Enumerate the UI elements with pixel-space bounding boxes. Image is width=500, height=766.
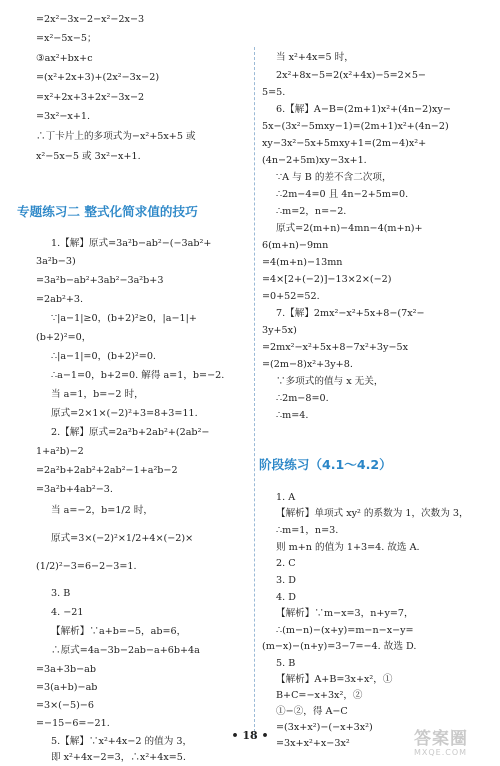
text-line: =2mx²−x²+5x+8−7x²+3y−5x [262,342,409,353]
text-line: 3. B [51,588,71,599]
text-line: xy−3x²−5x+5mxy+1=(2m−4)x²+ [262,138,427,149]
watermark-text: 答案圈 [414,729,468,749]
text-line: ∴m=4. [276,410,309,421]
text-line: ∴m=1，n=3. [276,525,339,536]
text-line: x²−5x−5 或 3x²−x+1. [36,151,141,162]
text-line: =−15−6=−21. [36,718,110,729]
text-line: ∵A 与 B 的差不含二次项， [276,172,392,183]
text-line: 1. A [276,492,296,503]
text-line: ∴2m−8=0. [276,393,329,404]
text-line: 3a²b−3) [36,256,76,267]
text-line: 5=5. [262,87,286,98]
text-line: 当 x²+4x=5 时， [276,52,354,63]
text-line: =0+52=52. [262,291,320,302]
text-line: 7.【解】2mx²−x²+5x+8−(7x²− [276,308,425,319]
text-line: ∵多项式的值与 x 无关， [276,376,384,387]
text-line: 【解析】单项式 xy² 的系数为 1，次数为 3， [276,508,469,519]
text-line: ③ax²+bx+c [36,53,93,64]
text-line: 5x−(3x²−5mxy−1)=(2m+1)x²+(4n−2) [262,121,449,132]
text-line: ①−②，得 A−C [276,706,348,717]
text-line: =2a²b+2ab²+2ab²−1+a²b−2 [36,465,178,476]
text-line: 2. C [276,558,296,569]
text-line: ∴原式=4a−3b−2ab−a+6b+4a [51,645,200,656]
text-line: 【解析】A+B=3x+x²，① [276,674,393,685]
text-line: ∴2m−4=0 且 4n−2+5m=0. [276,189,409,200]
text-line: =x²+2x+3+2x²−3x−2 [36,92,145,103]
text-line: 5. B [276,658,296,669]
text-line: 【解析】∵a+b=−5，ab=6， [51,626,187,637]
text-line: 原式=2×1×(−2)²+3=8+3=11. [51,408,198,419]
text-line: 3. D [276,575,296,586]
watermark-url: MXQE.COM [414,748,468,757]
column-divider [254,47,255,737]
text-line: 原式=3×(−2)²×1/2+4×(−2)× [51,533,194,544]
text-line: =(x²+2x+3)+(2x²−3x−2) [36,72,160,83]
text-line: ∵|a−1|≥0，(b+2)²≥0，|a−1|+ [51,313,197,324]
text-line: 6(m+n)−9mn [262,240,329,251]
text-line: 5.【解】∵x²+4x−2 的值为 3， [51,736,193,747]
text-line: =(2m−8)x²+3y+8. [262,359,353,370]
text-line: =4(m+n)−13mn [262,257,343,268]
text-line: ∴(m−n)−(x+y)=m−n−x−y= [276,625,414,636]
text-line: (b+2)²=0， [36,332,92,343]
text-line: 当 a=−2，b=1/2 时， [51,505,153,516]
text-line: 【解析】∵m−x=3，n+y=7， [276,608,414,619]
text-line: =4×[2+(−2)]−13×2×(−2) [262,274,392,285]
text-line: 1+a²b)−2 [36,446,84,457]
text-line: 2x²+8x−5=2(x²+4x)−5=2×5− [276,70,426,81]
text-line: =2ab²+3. [36,294,84,305]
text-line: ∴丁卡片上的多项式为−x²+5x+5 或 [36,131,196,142]
text-line: (1/2)²−3=6−2−3=1. [36,561,137,572]
text-line: =3a²b+4ab²−3. [36,484,113,495]
page-number: • 18 • [231,729,269,742]
text-line: 当 a=1，b=−2 时， [51,389,144,400]
text-line: (4n−2+5m)xy−3x+1. [262,155,367,166]
section-heading: 阶段练习（4.1～4.2） [259,457,392,472]
text-line: =3a+3b−ab [36,664,97,675]
text-line: 1.【解】原式=3a²b−ab²−(−3ab²+ [51,238,212,249]
text-line: (m−x)−(n+y)=3−7=−4. 故选 D. [262,641,417,652]
text-line: 4. D [276,592,296,603]
watermark-logo [414,730,492,760]
text-line: ∴a−1=0，b+2=0. 解得 a=1，b=−2. [51,370,225,381]
text-line: =3(a+b)−ab [36,682,98,693]
text-line: B+C=−x+3x²，② [276,690,363,701]
text-line: =3x+x²+x−3x² [276,738,350,749]
text-line: =3×(−5)−6 [36,700,94,711]
text-line: 2.【解】原式=2a²b+2ab²+(2ab²− [51,427,210,438]
section-heading: 专题练习二 整式化简求值的技巧 [17,204,198,219]
text-line: ∴m=2，n=−2. [276,206,347,217]
text-line: 6.【解】A−B=(2m+1)x²+(4n−2)xy− [276,104,451,115]
text-line: =2x²−3x−2−x²−2x−3 [36,14,145,25]
text-line: 4. −21 [51,607,84,618]
text-line: 即 x²+4x−2=3，∴x²+4x=5. [51,752,186,763]
text-line: =x²−5x−5； [36,33,97,44]
text-line: =(3x+x²)−(−x+3x²) [276,722,373,733]
text-line: =3x²−x+1. [36,111,91,122]
text-line: 3y+5x) [262,325,297,336]
text-line: ∴|a−1|=0，(b+2)²=0. [51,351,156,362]
text-line: =3a²b−ab²+3ab²−3a²b+3 [36,275,164,286]
text-line: 则 m+n 的值为 1+3=4. 故选 A. [276,542,420,553]
text-line: 原式=2(m+n)−4mn−4(m+n)+ [276,223,423,234]
